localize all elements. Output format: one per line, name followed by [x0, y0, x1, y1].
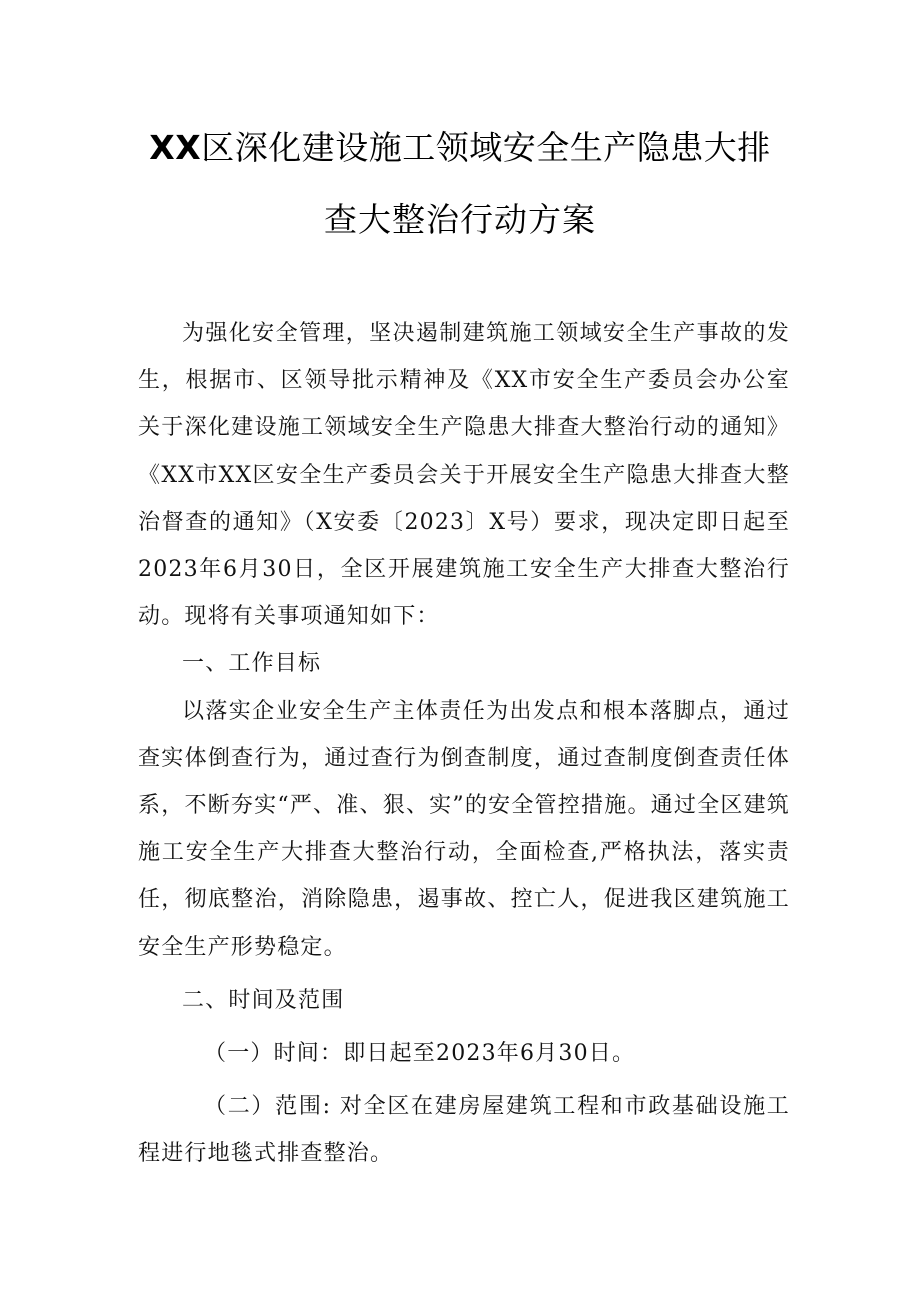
item-scope: （二）范围: 对全区在建房屋建筑工程和市政基础设施工程进行地毯式排查整治。 — [138, 1094, 790, 1167]
document-title-line-2: 查大整治行动方案 — [324, 200, 596, 239]
document-body — [138, 310, 790, 1178]
title-prefix: XX — [149, 128, 202, 167]
paragraph-work-goals: 以落实企业安全生产主体责任为出发点和根本落脚点，通过查实体倒查行为，通过查行为倒查制度，通过查制度倒查责任体系，不断夯实“严、准、狠、实”的安全管控措施。通过全区建筑施工安全生产大排查大整治行动，全面检查,严格执法，落实责任，彻底整治，消除隐患，遏事故、控亡人，促进我区建筑施工安全生产形势稳定。 — [138, 698, 790, 960]
heading-time-scope: 二、时间及范围 — [182, 987, 345, 1013]
paragraph-intro: 为强化安全管理，坚决遏制建筑施工领域安全生产事故的发生，根据市、区领导批示精神及《XX市安全生产委员会办公室关于深化建设施工领域安全生产隐患大排查大整治行动的通知》《XX市XX区安全生产委员会关于开展安全生产隐患大排查大整治督查的通知》（X安委〔2023〕X号）要求，现决定即日起至2023年6月30日，全区开展建筑施工安全生产大排查大整治行动。现将有关事项通知如下： — [138, 321, 790, 630]
item-time: （一）时间：即日起至2023年6月30日。 — [204, 1041, 636, 1067]
title-rest: 区深化建设施工领域安全生产隐患大排 — [201, 128, 771, 167]
document-title-line-1 — [100, 128, 820, 168]
heading-work-goals: 一、工作目标 — [182, 651, 322, 677]
